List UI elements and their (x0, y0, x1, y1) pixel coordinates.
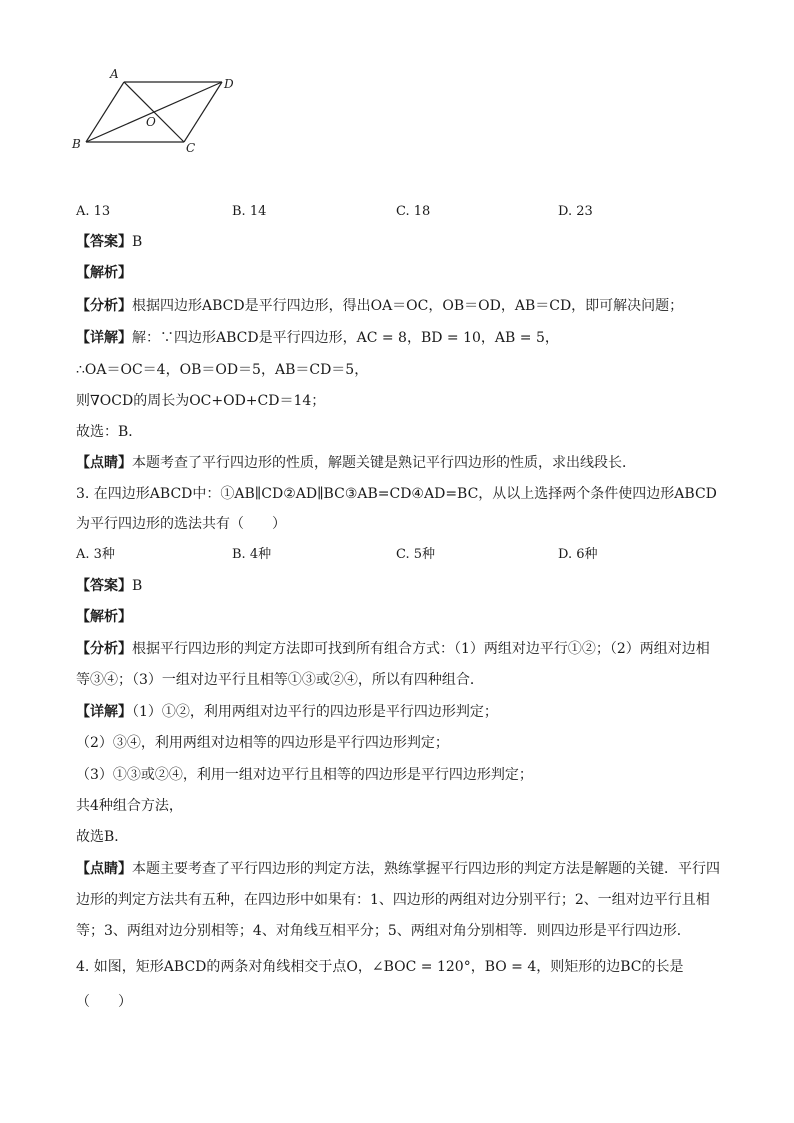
q2-fenxi (76, 296, 683, 316)
q3-dianjing-3: 等；3、两组对边分别相等；4、对角线互相平分；5、两组对角分别相等．则四边形是平行四边形． (76, 923, 691, 939)
q3-dianjing-2: 边形的判定方法共有五种，在四边形中如果有：1、四边形的两组对边分别平行；2、一组对边平行且相 (76, 892, 710, 908)
vertex-label-c: C (186, 141, 196, 155)
fenxi-tag: 【分析】 (76, 298, 132, 314)
q3-stem-2: 为平行四边形的选法共有（ ） (76, 516, 286, 532)
xiangjie-tag: 【详解】 (76, 704, 132, 720)
q2-option-b: B. 14 (232, 204, 267, 219)
answer-value: B (132, 234, 143, 250)
q3-dianjing-1 (76, 859, 720, 879)
q4-stem-2: （ ） (76, 994, 132, 1010)
q2-analysis-heading (76, 263, 132, 283)
fenxi-text: 根据平行四边形的判定方法即可找到所有组合方式：（1）两组对边平行①②；（2）两组对边相 (132, 641, 710, 657)
q2-answer (76, 232, 142, 252)
q3-xiangjie-5: 故选B． (76, 829, 129, 845)
fenxi-text: 根据四边形ABCD是平行四边形，得出OA＝OC，OB＝OD，AB＝CD，即可解决问题； (132, 298, 684, 314)
q2-dianjing (76, 453, 636, 473)
q3-option-d: D. 6种 (558, 547, 598, 562)
q2-xiangjie-2: ∴OA＝OC＝4，OB＝OD＝5，AB＝CD＝5， (76, 362, 369, 378)
q3-option-b: B. 4种 (232, 547, 272, 562)
q3-xiangjie-1 (76, 702, 498, 722)
answer-tag: 【答案】 (76, 578, 132, 594)
xiangjie-tag: 【详解】 (76, 330, 132, 346)
q2-xiangjie-1 (76, 328, 559, 348)
q3-fenxi-2: 等③④；（3）一组对边平行且相等①③或②④，所以有四种组合． (76, 672, 484, 688)
dianjing-tag: 【点睛】 (76, 861, 132, 877)
vertex-label-d: D (224, 77, 234, 91)
q3-stem-1: 3. 在四边形ABCD中：①AB∥CD②AD∥BC③AB=CD④AD=BC，从以上选择两个条件使四边形ABCD (76, 486, 717, 502)
xiangjie-text: （1）①②，利用两组对边平行的四边形是平行四边形判定； (132, 704, 498, 720)
q2-option-d: D. 23 (558, 204, 593, 219)
parallelogram-figure (66, 64, 246, 160)
q3-fenxi-1 (76, 639, 710, 659)
q3-xiangjie-3: （3）①③或②④，利用一组对边平行且相等的四边形是平行四边形判定； (76, 767, 533, 783)
xiangjie-text: 解：∵四边形ABCD是平行四边形，AC = 8，BD = 10，AB = 5， (132, 330, 559, 346)
answer-tag: 【答案】 (76, 234, 132, 250)
q2-option-c: C. 18 (396, 204, 431, 219)
q3-analysis-heading (76, 607, 132, 627)
q4-stem-1: 4. 如图，矩形ABCD的两条对角线相交于点O，∠BOC = 120°，BO = 4，则矩形的边BC的长是 (76, 959, 684, 975)
analysis-tag: 【解析】 (76, 265, 132, 281)
q3-xiangjie-2: （2）③④，利用两组对边相等的四边形是平行四边形判定； (76, 735, 449, 751)
fenxi-tag: 【分析】 (76, 641, 132, 657)
q3-option-c: C. 5种 (396, 547, 436, 562)
vertex-label-b: B (72, 137, 81, 151)
q2-xiangjie-3: 则∇OCD的周长为OC+OD+CD＝14； (76, 393, 326, 409)
dianjing-text: 本题考查了平行四边形的性质，解题关键是熟记平行四边形的性质，求出线段长． (132, 455, 636, 471)
diagonal-bd (86, 82, 222, 142)
q3-answer (76, 576, 142, 596)
vertex-label-o: O (146, 115, 156, 129)
q2-xiangjie-4: 故选：B． (76, 424, 143, 440)
q2-option-a: A. 13 (76, 204, 111, 219)
dianjing-tag: 【点睛】 (76, 455, 132, 471)
q3-option-a: A. 3种 (76, 547, 115, 562)
q3-xiangjie-4: 共4种组合方法， (76, 798, 183, 814)
answer-value: B (132, 578, 143, 594)
dianjing-text: 本题主要考查了平行四边形的判定方法，熟练掌握平行四边形的判定方法是解题的关键．平行四 (132, 861, 720, 877)
analysis-tag: 【解析】 (76, 609, 132, 625)
vertex-label-a: A (110, 67, 119, 81)
